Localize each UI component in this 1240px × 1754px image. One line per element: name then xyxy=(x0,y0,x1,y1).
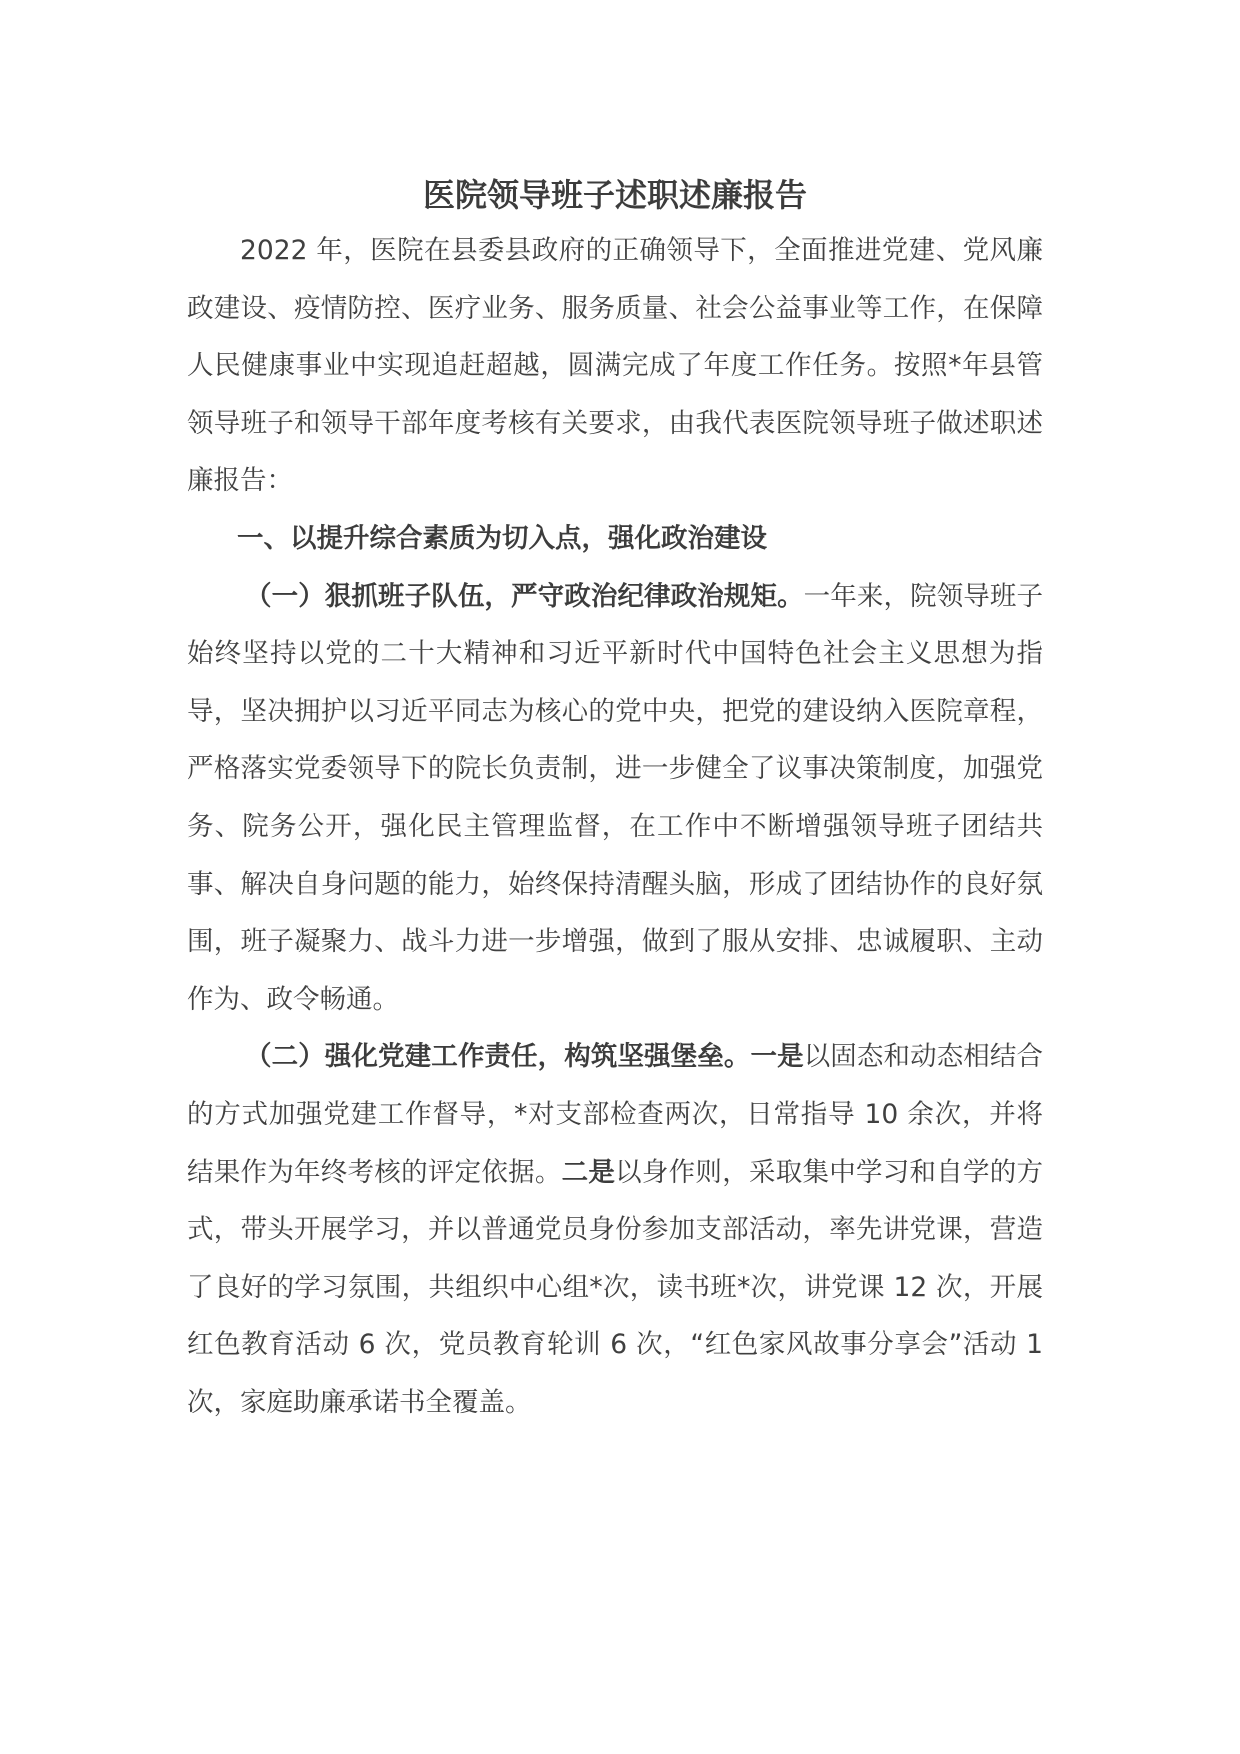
item-1-body: 一年来，院领导班子始终坚持以党的二十大精神和习近平新时代中国特色社会主义思想为指导，坚决拥护以习近平同志为核心的党中央，把党的建设纳入医院章程，严格落实党委领导下的院长负责制，进一步健全了议事决策制度，加强党务、院务公开，强化民主管理监督，在工作中不断增强领导班子团结共事、解决自身问题的能力，始终保持清醒头脑，形成了团结协作的良好氛围，班子凝聚力、战斗力进一步增强，做到了服从安排、忠诚履职、主动作为、政令畅通。 xyxy=(187,580,1043,1015)
document-page xyxy=(187,168,1043,1431)
intro-paragraph: 2022 年，医院在县委县政府的正确领导下，全面推进党建、党风廉政建设、疫情防控、医疗业务、服务质量、社会公益事业等工作，在保障人民健康事业中实现追赶超越，圆满完成了年度工作任务。按照*年县管领导班子和领导干部年度考核有关要求，由我代表医院领导班子做述职述廉报告： xyxy=(187,235,1043,497)
item-2-paragraph xyxy=(187,1028,1043,1431)
item-2-point-1-body: 以固态和动态相结合的方式加强党建工作督导，*对支部检查两次，日常指导 10 余次，并将结果作为年终考核的评定依据。 xyxy=(187,1041,1044,1188)
item-2-lead: （二）强化党建工作责任，构筑坚强堡垒。 xyxy=(245,1041,751,1073)
document-title: 医院领导班子述职述廉报告 xyxy=(422,176,807,214)
item-2-point-2-body: 以身作则，采取集中学习和自学的方式，带头开展学习，并以普通党员身份参加支部活动，率先讲党课，营造了良好的学习氛围，共组织中心组*次，读书班*次，讲党课 12 次，开展红色教育活动 6 次，党员教育轮训 6 次，“红色家风故事分享会”活动 1 次，家庭助廉承诺书全覆盖。 xyxy=(187,1156,1044,1418)
item-1-paragraph xyxy=(187,568,1043,1029)
item-1-lead: （一）狠抓班子队伍，严守政治纪律政治规矩。 xyxy=(245,580,804,612)
item-2-point-1-label: 一是 xyxy=(750,1041,804,1073)
section-heading-1: 一、以提升综合素质为切入点，强化政治建设 xyxy=(237,522,767,554)
item-2-point-2-label: 二是 xyxy=(561,1156,616,1188)
